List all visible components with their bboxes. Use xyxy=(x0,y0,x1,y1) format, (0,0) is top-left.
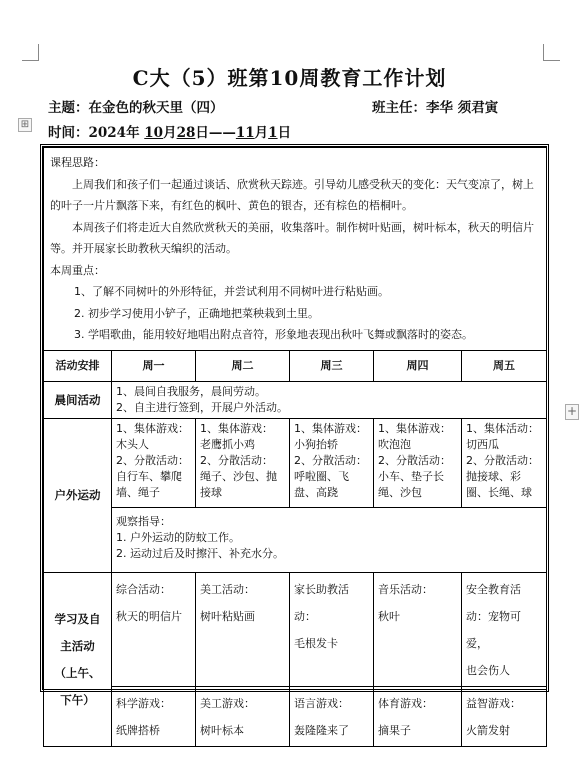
outdoor-line: 1、集体活动： xyxy=(466,421,539,435)
observation-line: 2. 运动过后及时擦汗、补充水分。 xyxy=(116,546,284,560)
outdoor-line: 抛接球、彩圈、长绳、球 xyxy=(466,469,532,499)
day-char: 日 xyxy=(277,125,292,141)
theme-value: 在金色的秋天里（四） xyxy=(88,100,224,116)
outdoor-line: 切西瓜 xyxy=(466,437,499,451)
study-label-line: 下午） xyxy=(60,692,95,707)
study-line: 秋叶 xyxy=(378,609,400,623)
outdoor-line: 2、分散活动： xyxy=(466,453,539,467)
page-title: C大（5）班第10周教育工作计划 xyxy=(132,66,447,90)
study-cell[interactable] xyxy=(290,686,374,746)
study-line: 纸牌搭桥 xyxy=(116,723,160,737)
study-cell[interactable] xyxy=(196,686,290,746)
study-line: 语言游戏： xyxy=(294,696,349,710)
start-month: 10 xyxy=(144,125,164,141)
focus-item: 3. 学唱歌曲，能用较好地唱出附点音符，形象地表现出秋叶飞舞或飘落时的姿态。 xyxy=(74,328,473,341)
study-line: 树叶标本 xyxy=(200,723,244,737)
thinking-paragraph: 上周我们和孩子们一起通过谈话、欣赏秋天踪迹。引导幼儿感受秋天的变化：天气变凉了，树上的叶子一片片飘落下来，有红色的枫叶、黄色的银杏，还有棕色的梧桐叶。 xyxy=(50,177,534,212)
table-move-handle-icon[interactable]: ⊞ xyxy=(18,118,32,132)
header-day: 周五 xyxy=(462,350,547,381)
outdoor-line: 2、分散活动： xyxy=(116,453,189,467)
study-label-line: 主活动 xyxy=(60,638,95,653)
outdoor-cell[interactable] xyxy=(196,418,290,507)
outdoor-cell[interactable] xyxy=(374,418,462,507)
outdoor-line: 1、集体游戏： xyxy=(378,421,451,435)
day-dash: 日—— xyxy=(195,125,236,141)
morning-label: 晨间活动 xyxy=(44,381,112,418)
observation-line: 1. 户外运动的防蚊工作。 xyxy=(116,530,240,544)
study-line: 轰隆隆来了 xyxy=(294,723,349,737)
study-cell[interactable] xyxy=(112,686,196,746)
crop-mark-top-left xyxy=(22,44,39,61)
teacher-line xyxy=(372,96,498,116)
study-cell[interactable] xyxy=(112,572,196,686)
start-day: 28 xyxy=(176,125,196,141)
outdoor-line: 2、分散活动： xyxy=(378,453,451,467)
focus-item: 1、了解不同树叶的外形特征，并尝试利用不同树叶进行粘贴画。 xyxy=(74,285,389,298)
time-line xyxy=(48,121,291,141)
month-char: 月 xyxy=(163,125,177,141)
study-cell[interactable] xyxy=(462,572,547,686)
study-line: 秋天的明信片 xyxy=(116,609,182,623)
study-line: 美工活动： xyxy=(200,582,255,596)
outdoor-line: 呼啦圈、飞盘、高跷 xyxy=(294,469,349,499)
study-line: 也会伤人 xyxy=(466,663,510,677)
outdoor-line: 1、集体游戏： xyxy=(200,421,273,435)
outdoor-line: 自行车、攀爬墙、绳子 xyxy=(116,469,182,499)
outdoor-line: 1、集体游戏： xyxy=(116,421,189,435)
end-day: 1 xyxy=(268,125,278,141)
study-line: 美工游戏： xyxy=(200,696,255,710)
thinking-heading: 课程思路： xyxy=(50,156,105,169)
header-day: 周四 xyxy=(374,350,462,381)
study-cell[interactable] xyxy=(196,572,290,686)
outdoor-line: 木头人 xyxy=(116,437,149,451)
study-line: 体育游戏： xyxy=(378,696,433,710)
study-label-line: （上午、 xyxy=(54,665,101,680)
course-thinking-cell[interactable] xyxy=(44,148,547,351)
outdoor-cell[interactable] xyxy=(290,418,374,507)
outdoor-cell[interactable] xyxy=(112,418,196,507)
study-line: 安全教育活动：宠物可爱， xyxy=(466,582,521,650)
header-day: 周一 xyxy=(112,350,196,381)
outdoor-cell[interactable] xyxy=(462,418,547,507)
morning-cell[interactable] xyxy=(112,381,547,418)
outdoor-line: 绳子、沙包、抛接球 xyxy=(200,469,277,499)
study-cell[interactable] xyxy=(290,572,374,686)
study-line: 火箭发射 xyxy=(466,723,510,737)
theme-line xyxy=(48,96,224,116)
time-year: 2024年 xyxy=(88,125,145,141)
morning-line: 2、自主进行签到，开展户外活动。 xyxy=(116,400,288,414)
study-line: 摘果子 xyxy=(378,723,411,737)
theme-label: 主题： xyxy=(48,100,89,116)
observation-line: 观察指导： xyxy=(116,514,171,528)
study-line: 毛根发卡 xyxy=(294,636,338,650)
study-line: 树叶粘贴画 xyxy=(200,609,255,623)
morning-line: 1、晨间自我服务，晨间劳动。 xyxy=(116,384,266,398)
focus-item: 2. 初步学习使用小铲子，正确地把菜秧栽到土里。 xyxy=(74,306,319,320)
outdoor-line: 小车、垫子长绳、沙包 xyxy=(378,469,444,499)
time-label: 时间： xyxy=(48,125,89,141)
focus-heading: 本周重点： xyxy=(50,263,105,277)
observation-cell[interactable] xyxy=(112,507,547,572)
study-line: 科学游戏： xyxy=(116,696,171,710)
crop-mark-top-right xyxy=(543,44,560,61)
study-label xyxy=(44,572,112,746)
outdoor-line: 2、分散活动： xyxy=(200,453,273,467)
outdoor-label: 户外运动 xyxy=(44,418,112,572)
study-label-line: 学习及自 xyxy=(54,611,101,626)
study-line: 音乐活动： xyxy=(378,582,433,596)
study-cell[interactable] xyxy=(374,572,462,686)
study-line: 家长助教活动： xyxy=(294,582,349,623)
teacher-label: 班主任： xyxy=(372,100,426,116)
outdoor-line: 2、分散活动： xyxy=(294,453,367,467)
end-month: 11 xyxy=(235,125,255,141)
header-day: 周三 xyxy=(290,350,374,381)
study-cell[interactable] xyxy=(462,686,547,746)
study-line: 益智游戏： xyxy=(466,696,521,710)
outdoor-line: 小狗抬轿 xyxy=(294,437,338,451)
study-cell[interactable] xyxy=(374,686,462,746)
outdoor-line: 老鹰抓小鸡 xyxy=(200,437,255,451)
outdoor-line: 吹泡泡 xyxy=(378,437,411,451)
add-row-icon[interactable]: + xyxy=(566,404,578,418)
study-line: 综合活动： xyxy=(116,582,171,596)
header-activity: 活动安排 xyxy=(44,350,112,381)
header-day: 周二 xyxy=(196,350,290,381)
teacher-value: 李华 须君寅 xyxy=(426,100,499,116)
thinking-paragraph: 本周孩子们将走近大自然欣赏秋天的美丽，收集落叶。制作树叶贴画，树叶标本，秋天的明信片等。并开展家长助教秋天编织的活动。 xyxy=(50,220,534,255)
plan-table xyxy=(40,144,549,737)
outdoor-line: 1、集体游戏： xyxy=(294,421,367,435)
month-char: 月 xyxy=(254,125,269,141)
